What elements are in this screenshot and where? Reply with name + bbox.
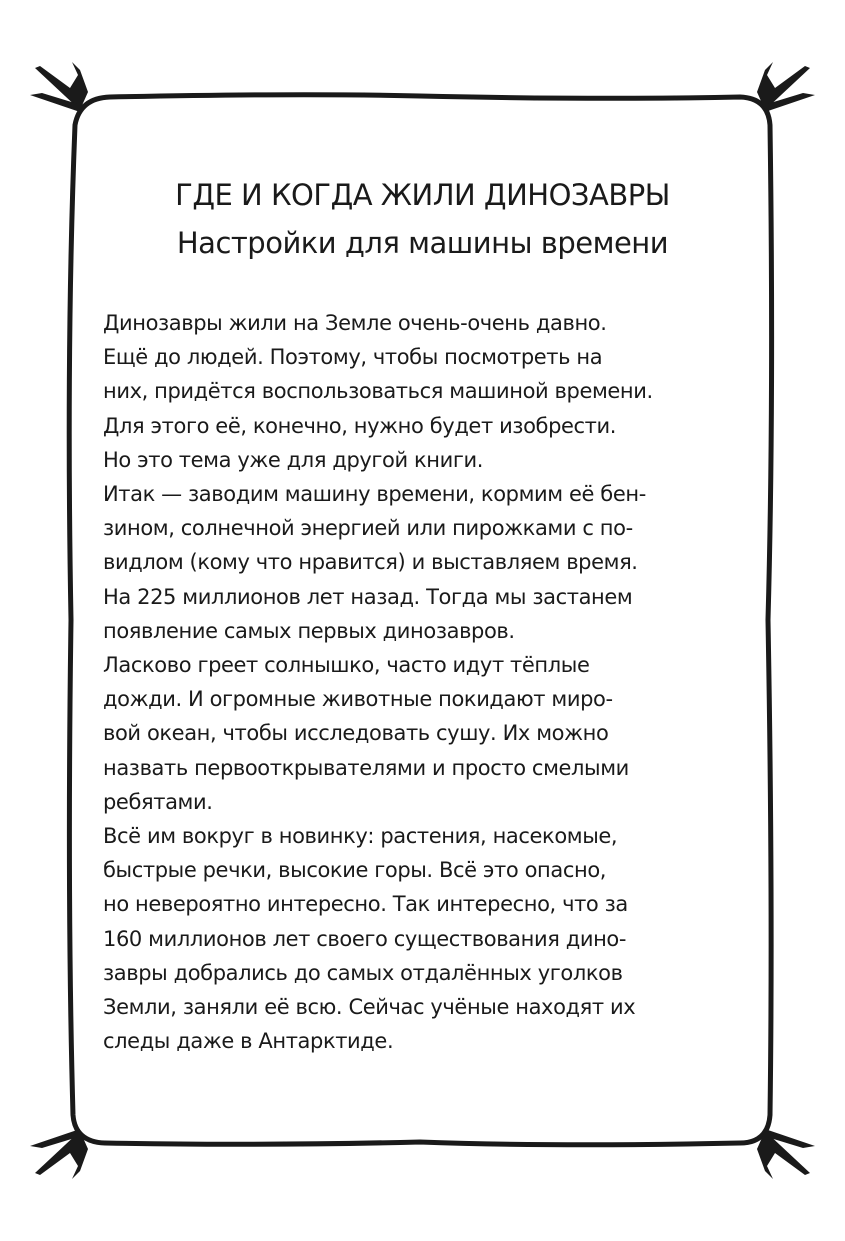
text-line: Но это тема уже для другой книги. [103, 447, 484, 472]
text-line: видлом (кому что нравится) и выставляем время. [103, 550, 638, 575]
text-line: появление самых первых динозавров. [103, 618, 515, 643]
text-line: быстрые речки, высокие горы. Всё это опасно, [103, 858, 607, 883]
text-line: Ещё до людей. Поэтому, чтобы посмотреть на [103, 345, 603, 370]
text-line: зином, солнечной энергией или пирожками с по- [103, 516, 633, 541]
text-line: Земли, заняли её всю. Сейчас учёные находят их [103, 995, 636, 1020]
page-subtitle: Настройки для машины времени [176, 226, 669, 260]
claw-icon-top-left [30, 62, 88, 112]
text-line: Для этого её, конечно, нужно будет изобрести. [103, 413, 617, 438]
text-line: Динозавры жили на Земле очень-очень давно. [103, 311, 607, 335]
text-line: назвать первооткрывателями и просто смелыми [103, 755, 629, 780]
text-line: ребятами. [103, 789, 213, 814]
claw-icon-top-right [757, 62, 815, 112]
page-title: ГДЕ И КОГДА ЖИЛИ ДИНОЗАВРЫ [175, 178, 670, 212]
claw-icon-bottom-left [30, 1129, 88, 1179]
text-line: Ласково греет солнышко, часто идут тёплые [103, 653, 590, 678]
text-line: Итак — заводим машину времени, кормим её бен- [103, 482, 646, 507]
text-line: На 225 миллионов лет назад. Тогда мы застанем [103, 584, 633, 609]
text-line: Всё им вокруг в новинку: растения, насекомые, [103, 824, 618, 849]
text-line: 160 миллионов лет своего существования дино- [103, 926, 627, 951]
text-line: них, придётся воспользоваться машиной времени. [103, 379, 653, 404]
text-line: завры добрались до самых отдалённых уголков [103, 960, 623, 985]
text-line: но невероятно интересно. Так интересно, что за [103, 892, 628, 917]
text-line: вой океан, чтобы исследовать сушу. Их можно [103, 721, 609, 746]
text-line: дожди. И огромные животные покидают миро- [103, 687, 613, 712]
body-text [103, 306, 743, 1058]
claw-icon-bottom-right [757, 1129, 815, 1179]
text-line: следы даже в Антарктиде. [103, 1029, 394, 1054]
